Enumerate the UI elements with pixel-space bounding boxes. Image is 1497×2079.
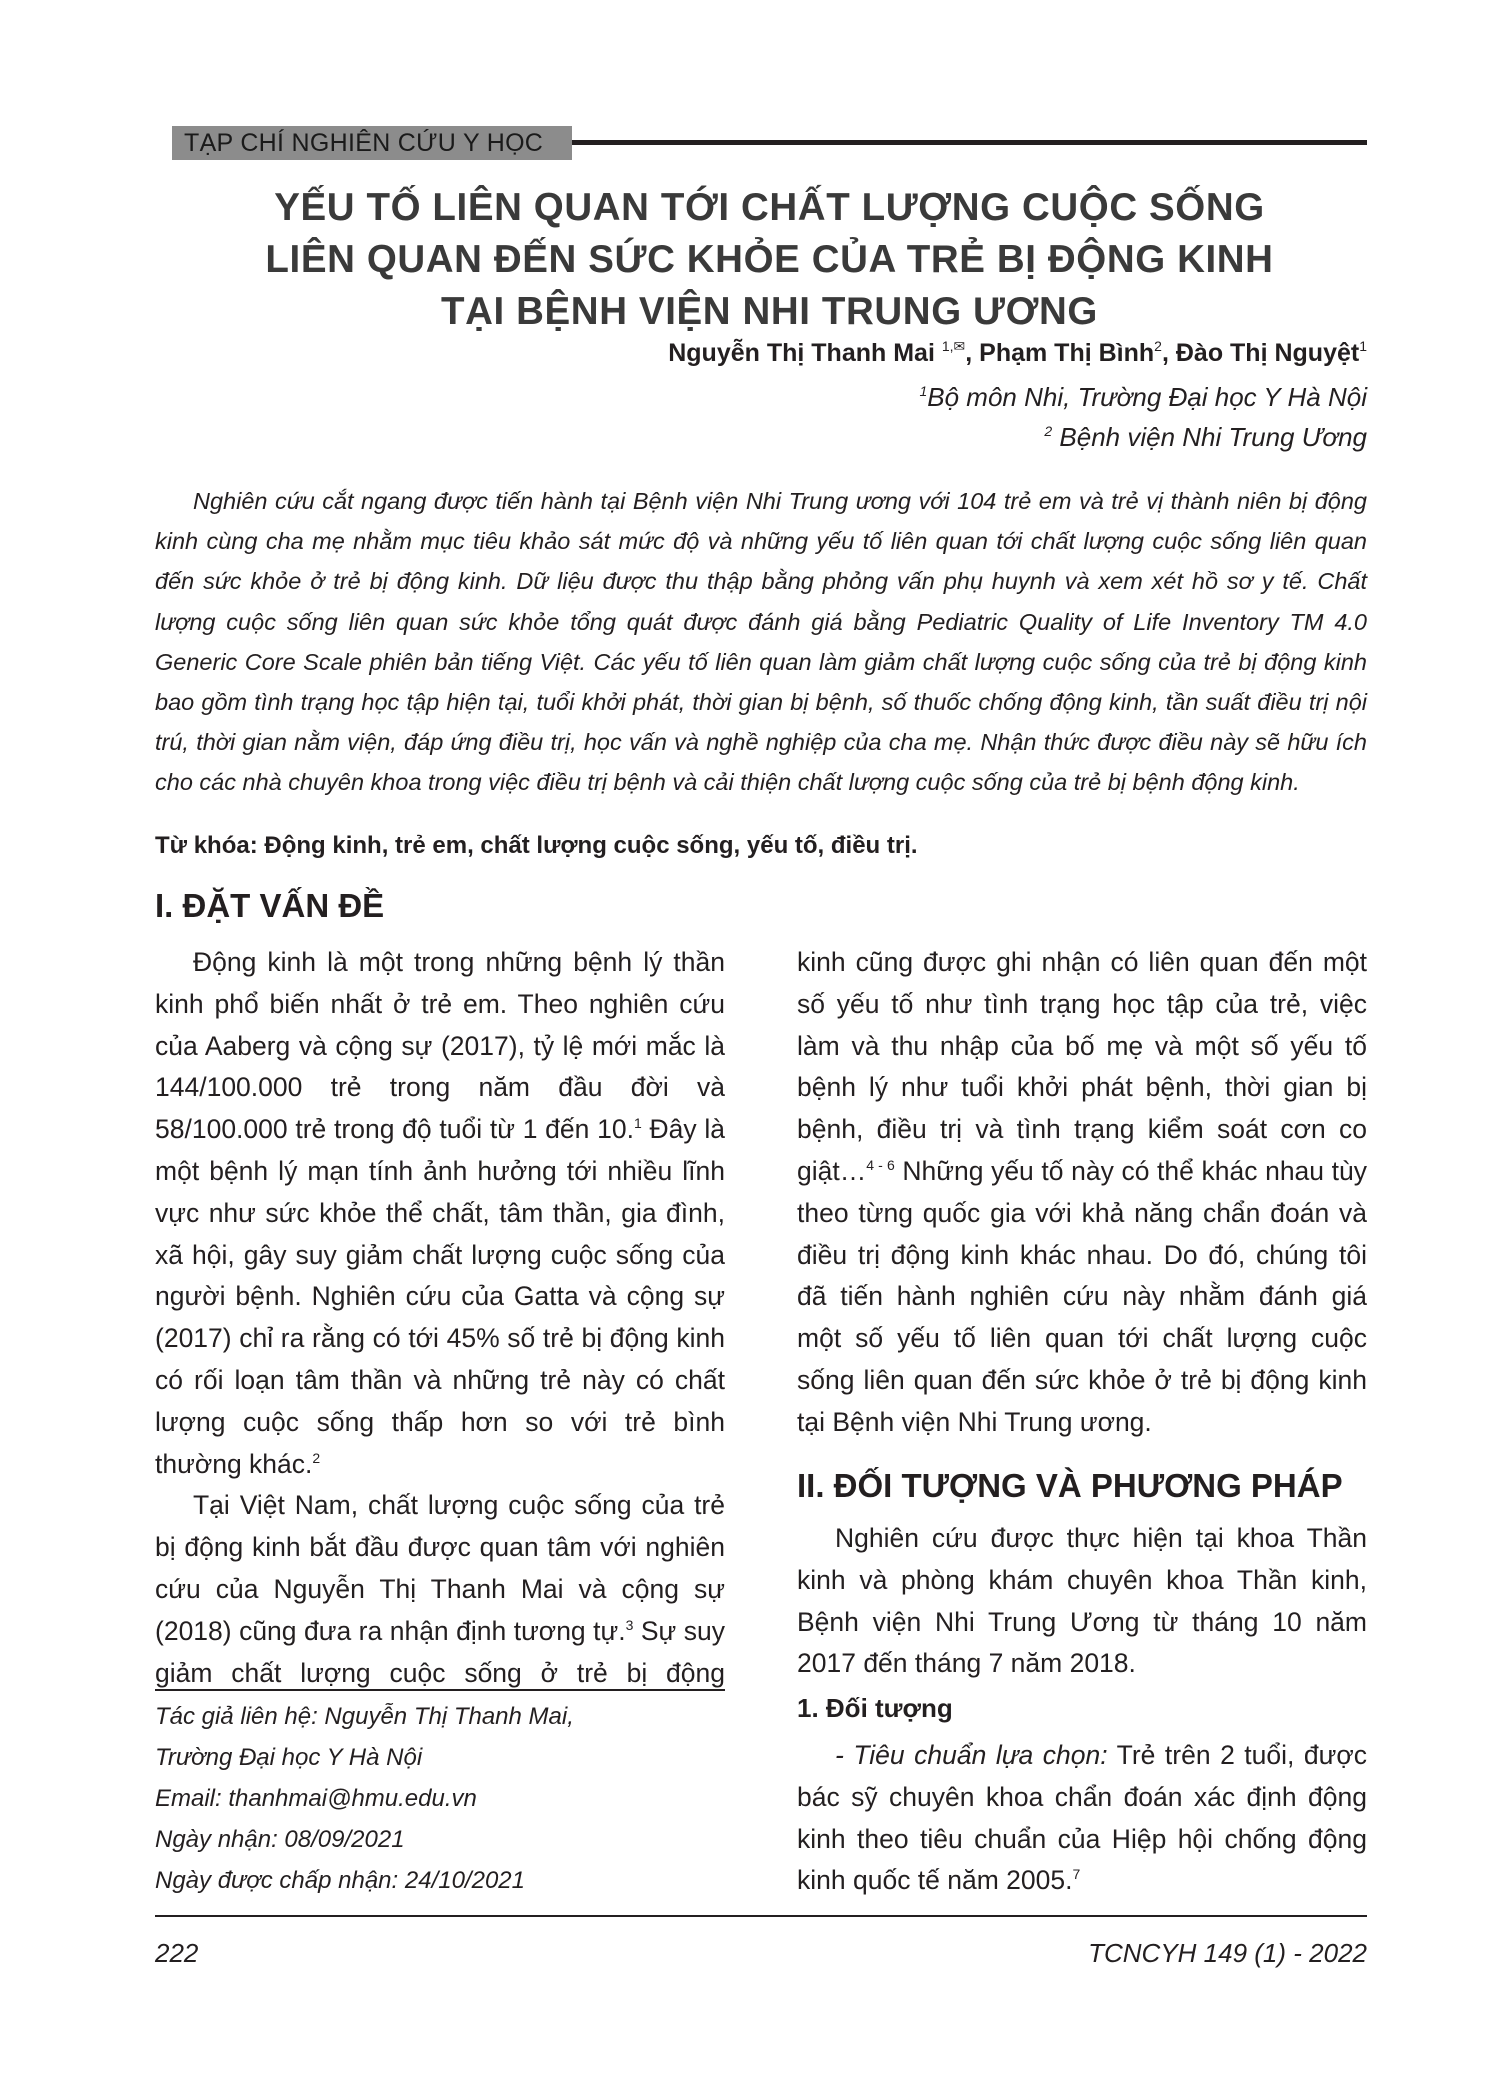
- footer-rule: [155, 1915, 1367, 1917]
- author-name: Nguyễn Thị Thanh Mai: [668, 339, 935, 367]
- title-line: TẠI BỆNH VIỆN NHI TRUNG ƯƠNG: [441, 290, 1098, 333]
- left-column: [155, 942, 725, 1694]
- methods-text: [797, 1518, 1367, 1685]
- citation: 4 - 6: [866, 1156, 895, 1173]
- footnote-rule: [155, 1689, 725, 1691]
- footnote-line: Ngày nhận: 08/09/2021: [155, 1826, 405, 1853]
- author-superscript: 1,✉: [941, 338, 966, 354]
- paragraph-text: Sự suy giảm chất lượng cuộc sống ở trẻ bị động: [155, 1615, 725, 1688]
- citation: 3: [625, 1616, 634, 1633]
- title-line: YẾU TỐ LIÊN QUAN TỚI CHẤT LƯỢNG CUỘC SỐNG: [274, 186, 1265, 229]
- footnote-line: Trường Đại học Y Hà Nội: [155, 1744, 423, 1771]
- paragraph-text: Những yếu tố này có thể khác nhau tùy theo từng quốc gia với khả năng chẩn đoán và điều trị động kinh khác nhau. Do đó, chúng tôi đã tiến hành nghiên cứu này nhằm đánh giá một số yếu tố liên quan tới chất lượng cuộc sống liên quan đến sức khỏe ở trẻ bị động kinh tại Bệnh viện Nhi Trung ương.: [797, 1155, 1367, 1437]
- author-name: , Phạm Thị Bình: [965, 339, 1155, 367]
- paragraph: [797, 1735, 1367, 1902]
- header-rule: [572, 140, 1367, 145]
- paragraph-text: Tại Việt Nam, chất lượng cuộc sống của trẻ bị động kinh bắt đầu được quan tâm với nghiên cứu của Nguyễn Thị Thanh Mai và cộng sự (2018) cũng đưa ra nhận định tương tự.: [155, 1490, 725, 1646]
- author-superscript: 2: [1154, 338, 1162, 354]
- paragraph-text: kinh cũng được ghi nhận có liên quan đến một số yếu tố như tình trạng học tập của trẻ, việc làm và thu nhập của bố mẹ và một số yếu tố bệnh lý như tuổi khởi phát bệnh, thời gian bị bệnh, điều trị và tình trạng kiểm soát cơn co giật…: [797, 947, 1367, 1186]
- section-heading: I. ĐẶT VẤN ĐỀ: [155, 887, 385, 924]
- citation: 2: [312, 1449, 321, 1466]
- footnote-email: Email: thanhmai@hmu.edu.vn: [155, 1785, 477, 1812]
- author-name: , Đào Thị Nguyệt: [1161, 339, 1360, 367]
- paragraph-text: Động kinh là một trong những bệnh lý thần kinh phổ biến nhất ở trẻ em. Theo nghiên cứu của Aaberg và cộng sự (2017), tỷ lệ mới mắc là 144/100.000 trẻ trong năm đầu đời và 58/100.000 trẻ trong độ tuổi từ 1 đến 10.: [155, 947, 725, 1145]
- affiliation-superscript: 1: [919, 383, 928, 399]
- author-superscript: 1: [1359, 338, 1367, 354]
- paragraph-text: Trẻ trên 2 tuổi, được bác sỹ chuyên khoa chẩn đoán xác định động kinh theo tiêu chuẩn của Hiệp hội chống động kinh quốc tế năm 2005.: [797, 1740, 1368, 1896]
- author-list: [668, 338, 1367, 368]
- title-line: LIÊN QUAN ĐẾN SỨC KHỎE CỦA TRẺ BỊ ĐỘNG KINH: [265, 238, 1274, 281]
- section-heading: II. ĐỐI TƯỢNG VÀ PHƯƠNG PHÁP: [797, 1467, 1343, 1504]
- paragraph: Nghiên cứu được thực hiện tại khoa Thần kinh và phòng khám chuyên khoa Thần kinh, Bệnh viện Nhi Trung Ương từ tháng 10 năm 2017 đến tháng 7 năm 2018.: [797, 1523, 1367, 1679]
- footnote-line: Ngày được chấp nhận: 24/10/2021: [155, 1867, 525, 1894]
- abstract-text: Nghiên cứu cắt ngang được tiến hành tại Bệnh viện Nhi Trung ương với 104 trẻ em và trẻ vị thành niên bị động kinh cùng cha mẹ nhằm mục tiêu khảo sát mức độ và những yếu tố liên quan tới chất lượng cuộc sống liên quan đến sức khỏe ở trẻ bị động kinh. Dữ liệu được thu thập bằng phỏng vấn phụ huynh và xem xét hồ sơ y tế. Chất lượng cuộc sống liên quan sức khỏe tổng quát được đánh giá bằng Pediatric Quality of Life Inventory TM 4.0 Generic Core Scale phiên bản tiếng Việt. Các yếu tố liên quan làm giảm chất lượng cuộc sống của trẻ bị động kinh bao gồm tình trạng học tập hiện tại, tuổi khởi phát, thời gian bị bệnh, số thuốc chống động kinh, tần suất điều trị nội trú, thời gian nằm viện, đáp ứng điều trị, học vấn và nghề nghiệp của cha mẹ. Nhận thức được điều này sẽ hữu ích cho các nhà chuyên khoa trong việc điều trị bệnh và cải thiện chất lượng cuộc sống của trẻ bị bệnh động kinh.: [155, 488, 1367, 796]
- affiliation-superscript: 2: [1044, 423, 1053, 439]
- footnote-line: Tác giả liên hệ: Nguyễn Thị Thanh Mai,: [155, 1703, 574, 1730]
- criteria-label: - Tiêu chuẩn lựa chọn:: [835, 1740, 1108, 1770]
- affiliation-text: Bệnh viện Nhi Trung Ương: [1052, 422, 1367, 452]
- affiliation: [919, 382, 1367, 413]
- citation: 7: [1072, 1866, 1081, 1883]
- article-title: [172, 182, 1367, 338]
- abstract: [155, 481, 1367, 803]
- right-column: [797, 942, 1367, 1444]
- affiliation: [1044, 422, 1367, 453]
- paragraph: [797, 942, 1367, 1444]
- subsection-heading: 1. Đối tượng: [797, 1693, 953, 1723]
- paragraph-text: Đây là một bệnh lý mạn tính ảnh hưởng tới nhiều lĩnh vực như sức khỏe thể chất, tâm thần, gia đình, xã hội, gây suy giảm chất lượng cuộc sống của người bệnh. Nghiên cứu của Gatta và cộng sự (2017) chỉ ra rằng có tới 45% số trẻ bị động kinh có rối loạn tâm thần và những trẻ này có chất lượng cuộc sống thấp hơn so với trẻ bình thường khác.: [155, 1114, 725, 1479]
- citation: 1: [633, 1115, 642, 1132]
- page-number: 222: [155, 1938, 199, 1968]
- journal-name: TẠP CHÍ NGHIÊN CỨU Y HỌC: [172, 126, 572, 160]
- affiliation-text: Bộ môn Nhi, Trường Đại học Y Hà Nội: [927, 382, 1367, 412]
- journal-issue: TCNCYH 149 (1) - 2022: [1088, 1938, 1367, 1968]
- paragraph: [155, 1485, 725, 1694]
- paragraph: [155, 942, 725, 1485]
- keywords: Từ khóa: Động kinh, trẻ em, chất lượng cuộc sống, yếu tố, điều trị.: [155, 832, 918, 859]
- criteria-text: [797, 1735, 1367, 1902]
